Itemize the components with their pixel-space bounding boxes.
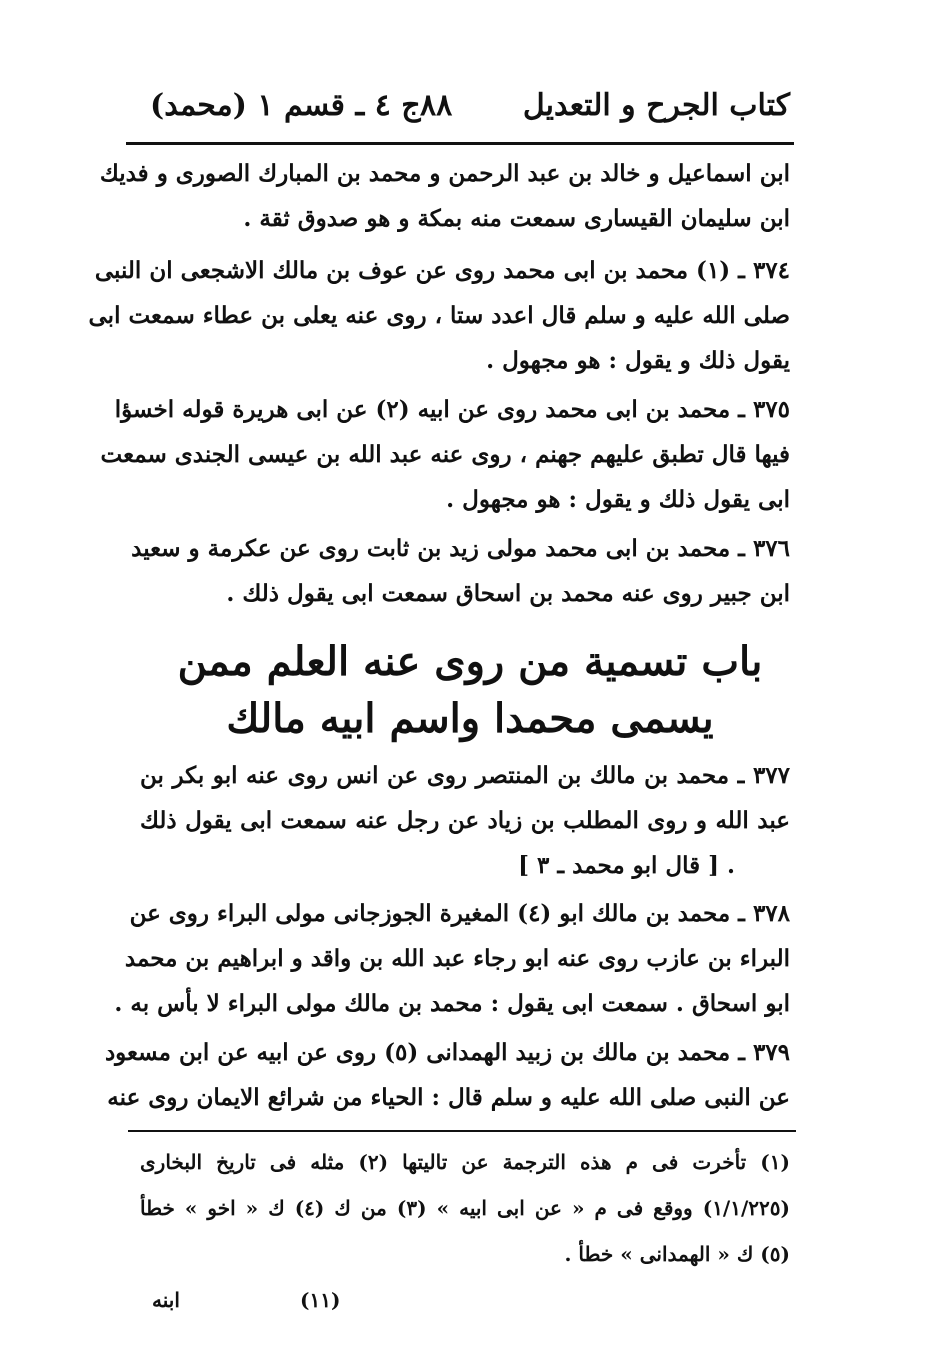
- footnote-rule: [128, 1130, 796, 1132]
- running-title: كتاب الجرح و التعديل: [522, 88, 790, 123]
- entry-378-line: البراء بن عازب روى عنه ابو رجاء عبد الله بن واقد و ابراهيم بن محمد: [124, 945, 790, 972]
- signature-mark: (١١): [300, 1288, 341, 1312]
- footnote-line: (١/١/٢٢٥) ووقع فى م « عن ابى ابيه » (٣) من ك (٤) ك « اخو » خطأ: [140, 1196, 790, 1220]
- header-rule: [126, 142, 794, 145]
- entry-376-line: ٣٧٦ ـ محمد بن ابى محمد مولى زيد بن ثابت روى عن عكرمة و سعيد: [131, 535, 790, 562]
- section-title: يسمى محمدا واسم ابيه مالك: [226, 695, 714, 742]
- entry-379-line: عن النبى صلى الله عليه و سلم قال : الحياء من شرائع الايمان روى عنه: [107, 1084, 790, 1111]
- entry-374-line: يقول ذلك و يقول : هو مجهول .: [486, 347, 790, 374]
- entry-379-line: ٣٧٩ ـ محمد بن مالك بن زبيد الهمدانى (٥) روى عن ابيه عن ابن مسعود: [104, 1039, 790, 1066]
- entry-377-line: ٣٧٧ ـ محمد بن مالك بن المنتصر روى عن انس روى عنه ابو بكر بن: [140, 762, 790, 789]
- volume-indicator: (محمد) ج ٤ ـ قسم ١: [150, 88, 421, 123]
- page-number: ٨٨: [420, 88, 453, 123]
- section-title: باب تسمية من روى عنه العلم ممن: [177, 638, 763, 685]
- entry-374-line: ٣٧٤ ـ (١) محمد بن ابى محمد روى عن عوف بن مالك الاشجعى ان النبى: [94, 257, 790, 284]
- entry-375-line: ٣٧٥ ـ محمد بن ابى محمد روى عن ابيه (٢) عن ابى هريرة قوله اخسؤا: [114, 396, 790, 423]
- entry-377-line: عبد الله و روى المطلب بن زياد عن رجل عنه سمعت ابى يقول ذلك: [140, 807, 790, 834]
- entry-375-line: فيها قال تطبق عليهم جهنم ، روى عنه عبد الله بن عيسى الجندى سمعت: [100, 441, 790, 468]
- entry-375-line: ابى يقول ذلك و يقول : هو مجهول .: [446, 486, 790, 513]
- catchword: ابنه: [152, 1288, 180, 1312]
- text-line: ابن سليمان القيسارى سمعت منه بمكة و هو صدوق ثقة .: [243, 205, 790, 232]
- entry-374-line: صلى الله عليه و سلم قال اعدد ستا ، روى عنه يعلى بن عطاء سمعت ابى: [88, 302, 790, 329]
- entry-376-line: ابن جبير روى عنه محمد بن اسحاق سمعت ابى يقول ذلك .: [226, 580, 790, 607]
- footnote-line: (٥) ك « الهمدانى » خطأ .: [564, 1242, 790, 1266]
- entry-378-line: ابو اسحاق . سمعت ابى يقول : محمد بن مالك مولى البراء لا بأس به .: [114, 990, 790, 1017]
- entry-378-line: ٣٧٨ ـ محمد بن مالك ابو (٤) المغيرة الجوزجانى مولى البراء روى عن: [129, 900, 790, 927]
- text-line: ابن اسماعيل و خالد بن عبد الرحمن و محمد بن المبارك الصورى و فديك: [99, 160, 790, 187]
- footnote-line: (١) تأخرت فى م هذه الترجمة عن تاليتها (٢) مثله فى تاريخ البخارى: [140, 1150, 790, 1174]
- entry-377-line: . [ قال ابو محمد ـ ٣ ]: [518, 852, 735, 879]
